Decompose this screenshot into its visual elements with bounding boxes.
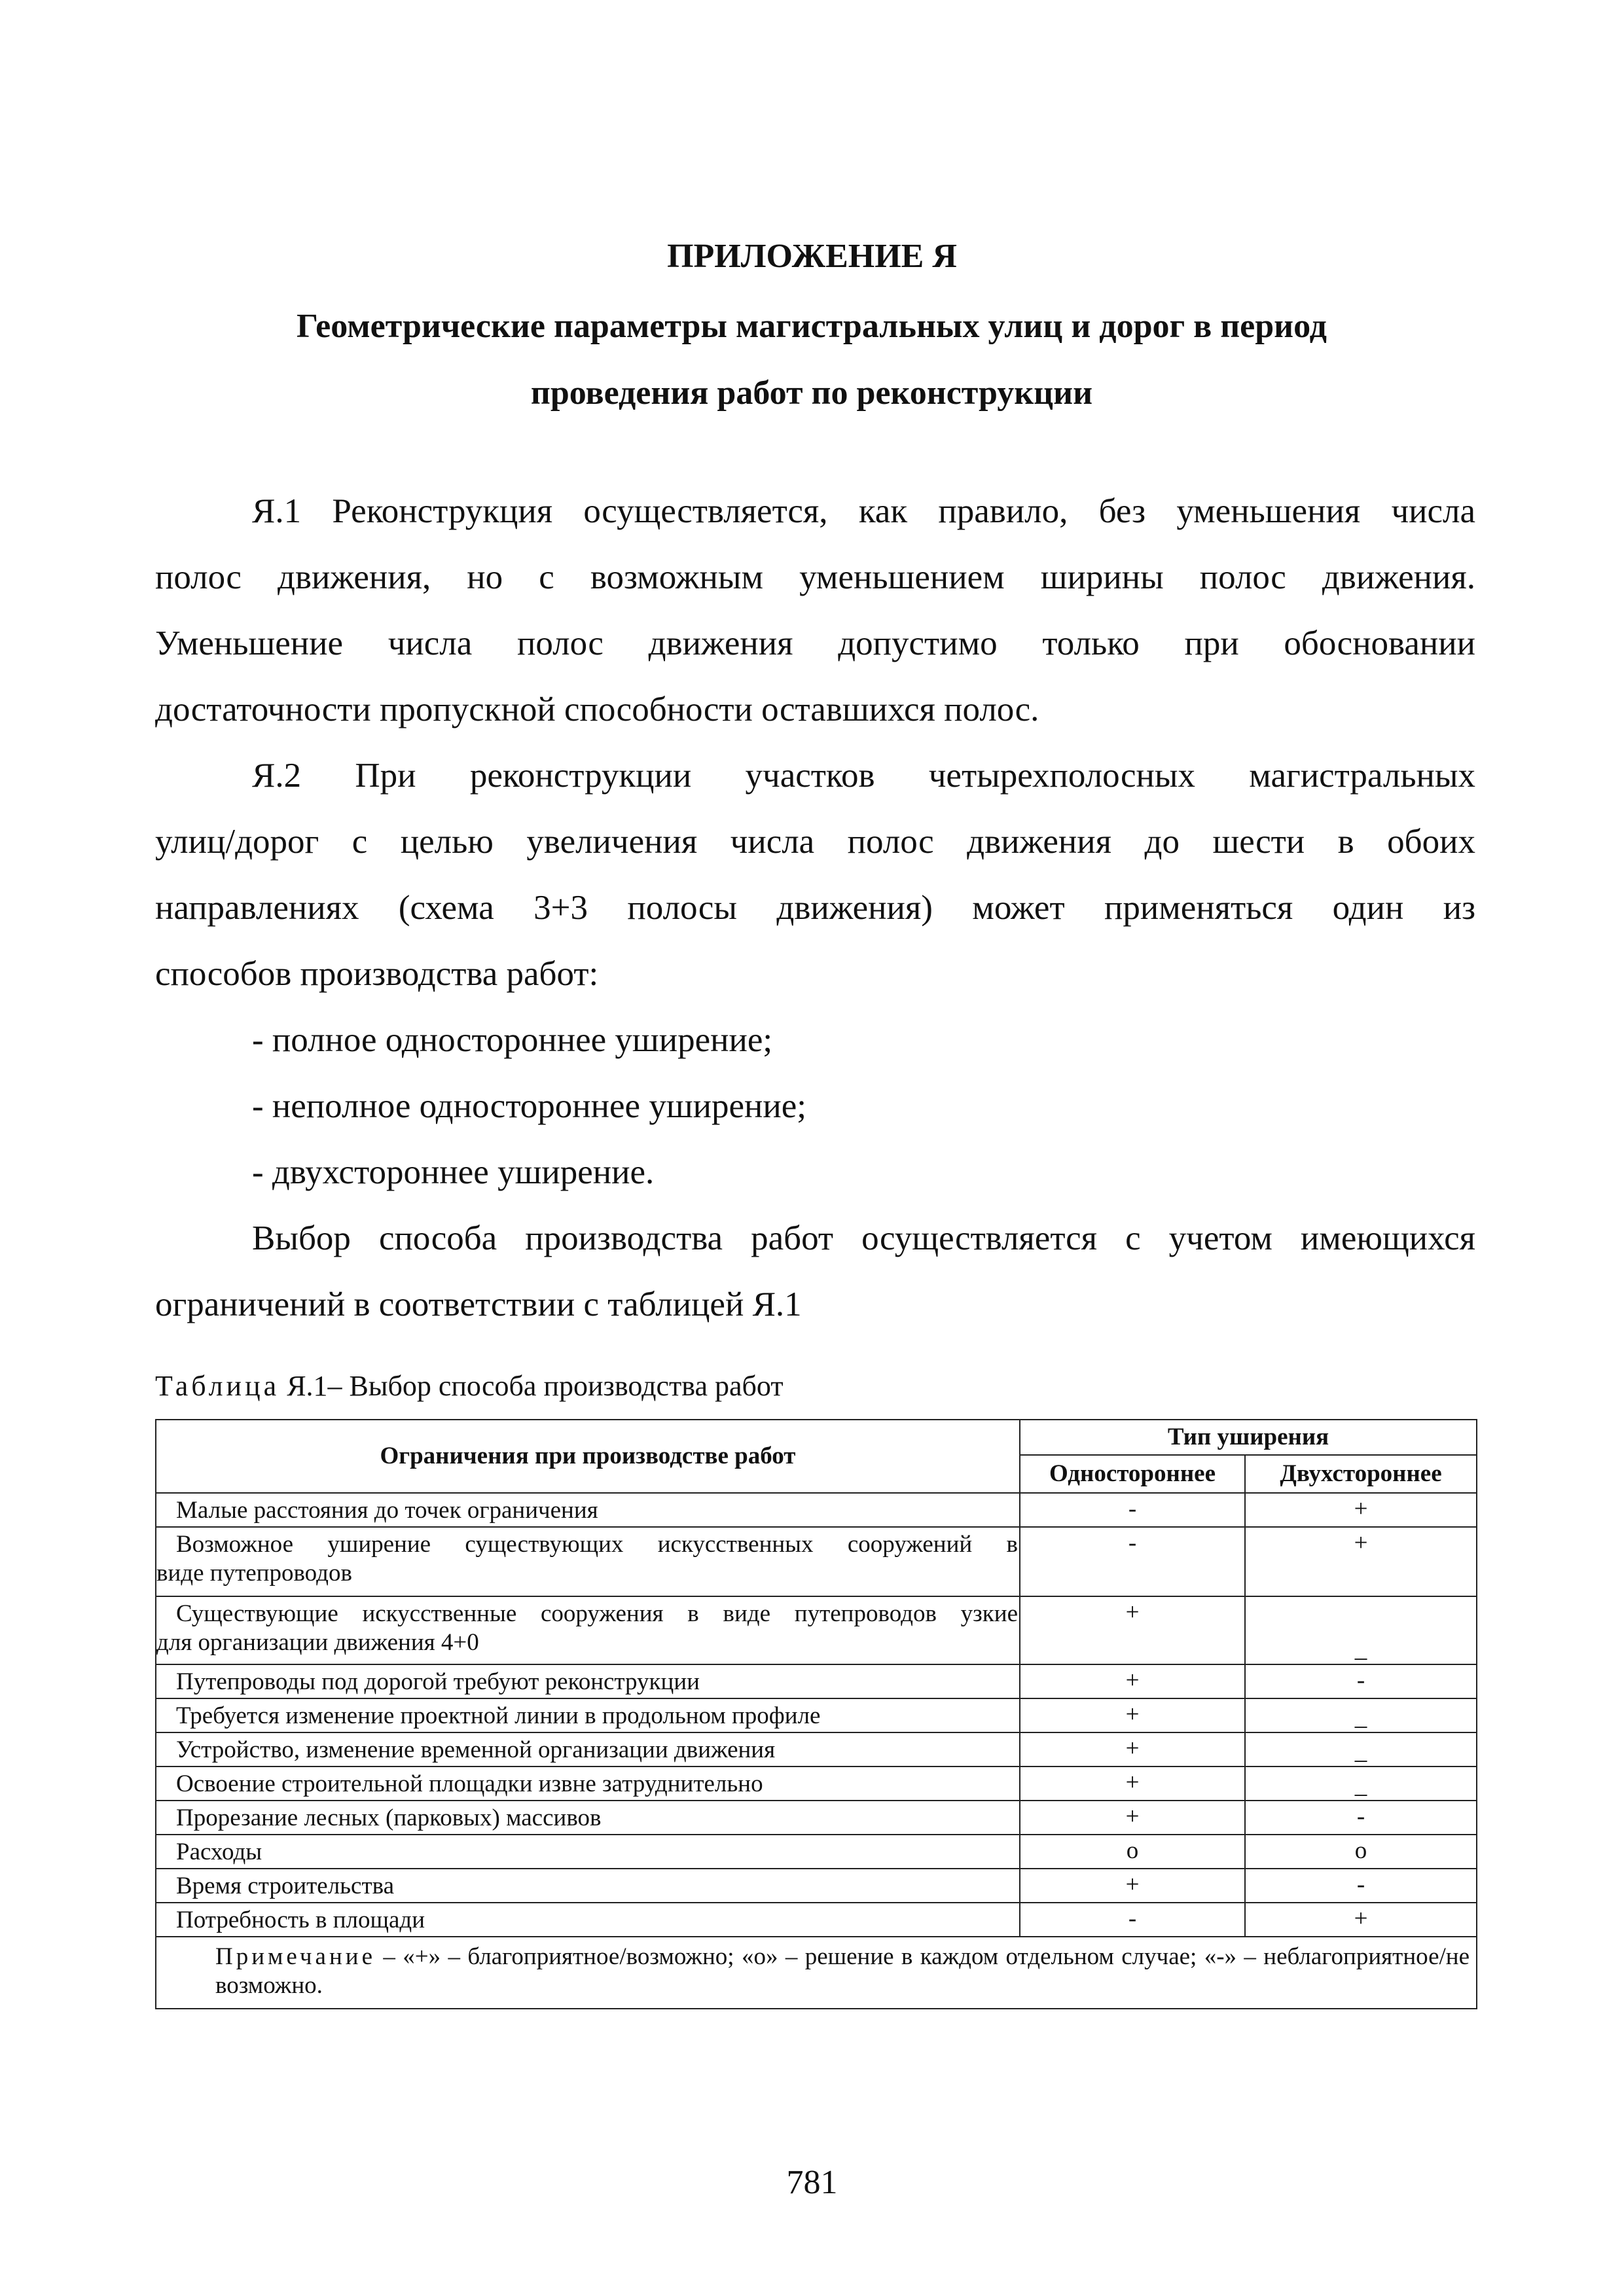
- one-sided-mark: +: [1020, 1664, 1245, 1698]
- table-row: [156, 1493, 1477, 1527]
- limitation-cell: Прорезание лесных (парковых) массивов: [156, 1801, 1020, 1835]
- table-row: [156, 1698, 1477, 1732]
- one-sided-mark: +: [1020, 1698, 1245, 1732]
- text-line: полос движения, но с возможным уменьшением ширины полос движения.: [155, 558, 1475, 596]
- table-caption-text: Я.1– Выбор способа производства работ: [287, 1370, 784, 1402]
- table-note-row: [156, 1937, 1477, 2009]
- two-sided-mark: _: [1245, 1732, 1477, 1767]
- one-sided-mark: +: [1020, 1801, 1245, 1835]
- limitation-cell: Время строительства: [156, 1869, 1020, 1903]
- two-sided-mark: -: [1245, 1801, 1477, 1835]
- two-sided-mark: _: [1245, 1698, 1477, 1732]
- limitation-line: для организации движения 4+0: [156, 1629, 479, 1656]
- two-sided-mark: о: [1245, 1835, 1477, 1869]
- table-row: [156, 1596, 1477, 1664]
- one-sided-mark: -: [1020, 1527, 1245, 1596]
- table-caption-label: Таблица: [155, 1370, 280, 1402]
- one-sided-mark: о: [1020, 1835, 1245, 1869]
- table-row: [156, 1732, 1477, 1767]
- table-row: [156, 1903, 1477, 1937]
- text-line: улиц/дорог с целью увеличения числа полос движения до шести в обоих: [155, 823, 1475, 861]
- table-row: [156, 1527, 1477, 1596]
- two-sided-mark: +: [1245, 1527, 1477, 1596]
- text-line: Уменьшение числа полос движения допустимо только при обосновании: [155, 624, 1475, 662]
- limitation-cell: Путепроводы под дорогой требуют реконструкции: [156, 1664, 1020, 1698]
- one-sided-mark: -: [1020, 1493, 1245, 1527]
- limitation-line: Возможное уширение существующих искусственных сооружений в: [176, 1531, 1018, 1558]
- one-sided-mark: +: [1020, 1767, 1245, 1801]
- table-row: [156, 1801, 1477, 1835]
- limitation-cell: Расходы: [156, 1835, 1020, 1869]
- limitation-cell: Потребность в площади: [156, 1903, 1020, 1937]
- text-line: направлениях (схема 3+3 полосы движения) может применяться один из: [155, 889, 1475, 927]
- two-sided-mark: _: [1245, 1767, 1477, 1801]
- text-line: Я.1 Реконструкция осуществляется, как правило, без уменьшения числа: [252, 492, 1475, 530]
- table-note: [156, 1937, 1477, 2009]
- table-caption: [155, 1368, 784, 1405]
- limitation-cell: Устройство, изменение временной организации движения: [156, 1732, 1020, 1767]
- two-sided-mark: _: [1245, 1596, 1477, 1664]
- appendix-subtitle: [183, 293, 1440, 427]
- list-item: - неполное одностороннее уширение;: [252, 1087, 806, 1125]
- limitation-cell: Малые расстояния до точек ограничения: [156, 1493, 1020, 1527]
- header-widening-type: Тип уширения: [1020, 1420, 1477, 1455]
- page-number: 781: [786, 2164, 838, 2201]
- limitation-line: виде путепроводов: [156, 1560, 352, 1587]
- header-two-sided: Двухстороннее: [1245, 1455, 1477, 1493]
- text-line: Я.2 При реконструкции участков четырехполосных магистральных: [252, 757, 1475, 795]
- list-item: - двухстороннее уширение.: [252, 1153, 655, 1191]
- list-item: - полное одностороннее уширение;: [252, 1021, 773, 1059]
- appendix-title: ПРИЛОЖЕНИЕ Я: [667, 238, 957, 275]
- one-sided-mark: +: [1020, 1732, 1245, 1767]
- two-sided-mark: -: [1245, 1664, 1477, 1698]
- text-line: достаточности пропускной способности оставшихся полос.: [155, 691, 1039, 728]
- limitation-cell: Требуется изменение проектной линии в продольном профиле: [156, 1698, 1020, 1732]
- paragraph-ya-1: [155, 478, 1475, 743]
- paragraph-ya-2: [155, 743, 1475, 1007]
- note-text: – «+» – благоприятное/возможно; «о» – решение в каждом отдельном случае; «-» – неблагоприятное/не возможно.: [215, 1943, 1470, 1999]
- work-method-table: [155, 1419, 1477, 2009]
- limitation-line: Существующие искусственные сооружения в виде путепроводов узкие: [176, 1600, 1018, 1627]
- subtitle-line: проведения работ по реконструкции: [530, 374, 1093, 412]
- subtitle-line: Геометрические параметры магистральных улиц и дорог в период: [297, 308, 1327, 345]
- header-one-sided: Одностороннее: [1020, 1455, 1245, 1493]
- two-sided-mark: +: [1245, 1493, 1477, 1527]
- method-list: [252, 1007, 1430, 1206]
- limitation-cell: [156, 1596, 1020, 1664]
- limitation-cell: Освоение строительной площадки извне затруднительно: [156, 1767, 1020, 1801]
- table-row: [156, 1835, 1477, 1869]
- table-row: [156, 1664, 1477, 1698]
- text-line: способов производства работ:: [155, 955, 599, 993]
- two-sided-mark: -: [1245, 1869, 1477, 1903]
- paragraph-choice: [155, 1206, 1475, 1338]
- two-sided-mark: +: [1245, 1903, 1477, 1937]
- text-line: ограничений в соответствии с таблицей Я.1: [155, 1285, 802, 1323]
- table-row: [156, 1869, 1477, 1903]
- one-sided-mark: +: [1020, 1596, 1245, 1664]
- limitation-cell: [156, 1527, 1020, 1596]
- text-line: Выбор способа производства работ осуществляется с учетом имеющихся: [252, 1219, 1475, 1257]
- one-sided-mark: +: [1020, 1869, 1245, 1903]
- table-row: [156, 1767, 1477, 1801]
- header-limitations: Ограничения при производстве работ: [156, 1420, 1020, 1493]
- one-sided-mark: -: [1020, 1903, 1245, 1937]
- note-label: Примечание: [215, 1943, 376, 1970]
